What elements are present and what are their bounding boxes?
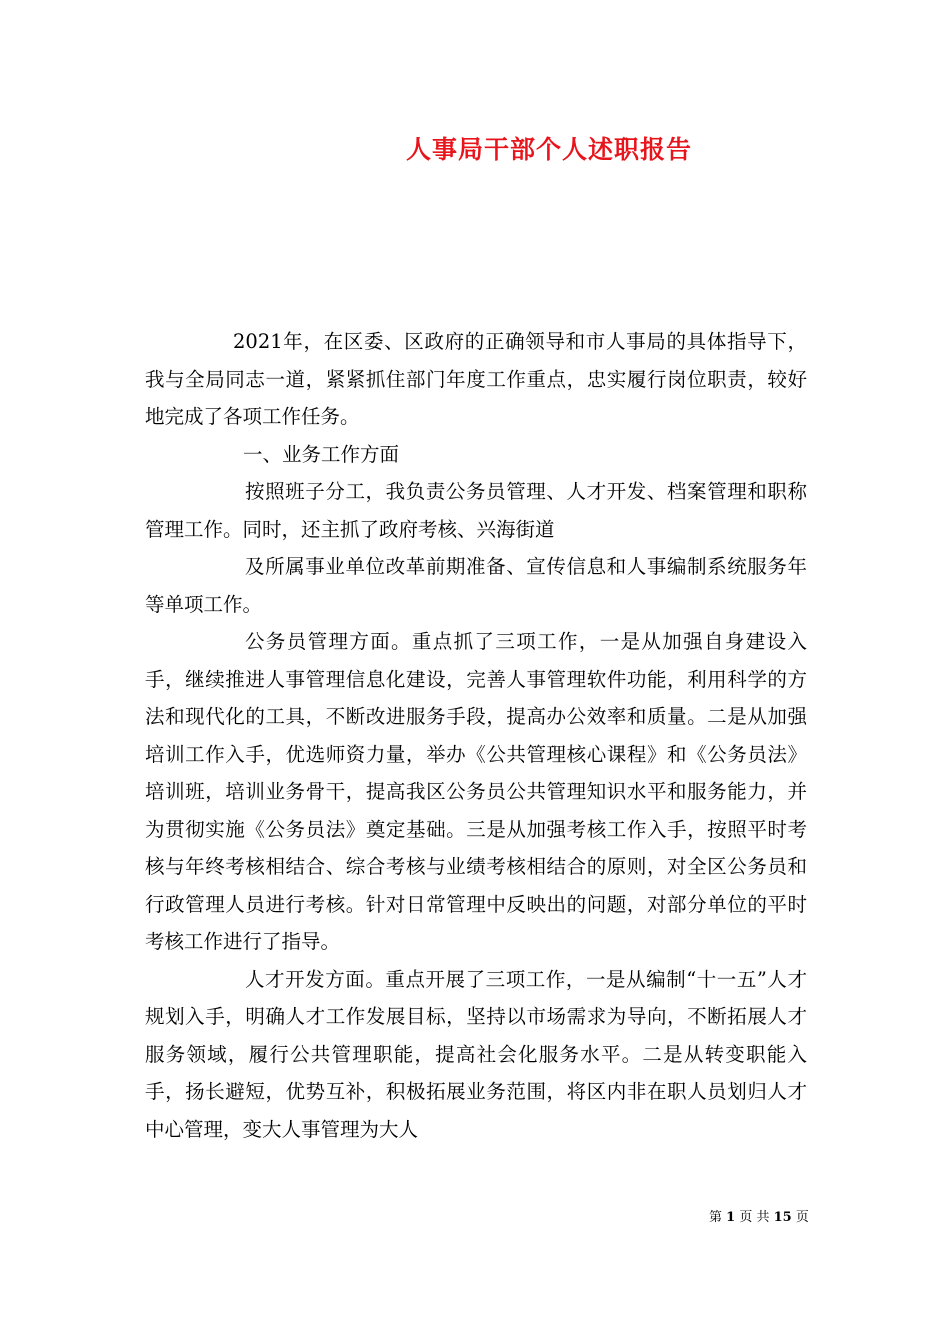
- footer-total-pages: 15: [773, 1210, 792, 1225]
- document-body: [145, 323, 807, 1148]
- paragraph-civil-servant-management: 公务员管理方面。重点抓了三项工作，一是从加强自身建设入手，继续推进人事管理信息化建设，完善人事管理软件功能，利用科学的方法和现代化的工具，不断改进服务手段，提高办公效率和质量。二是从加强培训工作入手，优选师资力量，举办《公共管理核心课程》和《公务员法》培训班，培训业务骨干，提高我区公务员公共管理知识水平和服务能力，并为贯彻实施《公务员法》奠定基础。三是从加强考核工作入手，按照平时考核与年终考核相结合、综合考核与业绩考核相结合的原则，对全区公务员和行政管理人员进行考核。针对日常管理中反映出的问题，对部分单位的平时考核工作进行了指导。: [145, 630, 807, 953]
- footer-middle: 页 共: [739, 1210, 770, 1225]
- section-heading-business: 一、业务工作方面: [243, 442, 400, 466]
- footer-prefix: 第: [709, 1210, 723, 1225]
- paragraph-intro: 2021年，在区委、区政府的正确领导和市人事局的具体指导下，我与全局同志一道，紧紧抓住部门年度工作重点，忠实履行岗位职责，较好地完成了各项工作任务。: [145, 330, 807, 428]
- paragraph-talent-development: 人才开发方面。重点开展了三项工作，一是从编制“十一五”人才规划入手，明确人才工作发展目标，坚持以市场需求为导向，不断拓展人才服务领域，履行公共管理职能，提高社会化服务水平。二是从转变职能入手，扬长避短，优势互补，积极拓展业务范围，将区内非在职人员划归人才中心管理，变大人事管理为大人: [145, 967, 807, 1141]
- footer-current-page: 1: [726, 1210, 736, 1225]
- footer-suffix: 页: [795, 1210, 809, 1225]
- document-title: 人事局干部个人述职报告: [405, 135, 692, 164]
- page-footer: [709, 1206, 809, 1225]
- paragraph-single-items: 及所属事业单位改革前期准备、宣传信息和人事编制系统服务年等单项工作。: [145, 555, 807, 616]
- paragraph-division-of-work: 按照班子分工，我负责公务员管理、人才开发、档案管理和职称管理工作。同时，还主抓了政府考核、兴海街道: [145, 480, 807, 541]
